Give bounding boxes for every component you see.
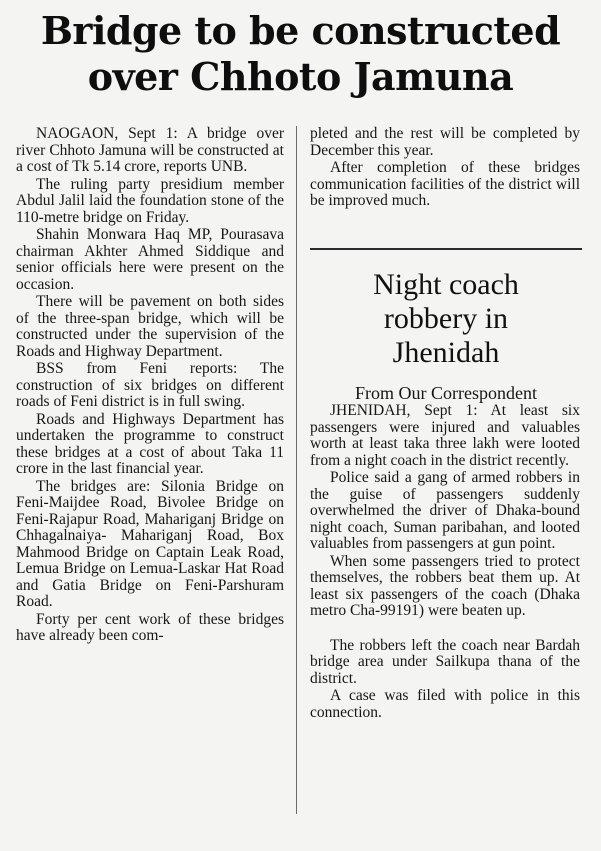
article-paragraph: JHENIDAH, Sept 1: At least six passengers were injured and valuables worth at least taka three lakh were looted from a night coach in the district recently. [310, 402, 580, 469]
article-paragraph: Shahin Monwara Haq MP, Pourasava chairman Akhter Ahmed Siddique and senior officials here were present on the occasion. [16, 226, 284, 293]
bridge-article-column-left [16, 126, 284, 645]
headline-line: robbery in [383, 302, 509, 335]
article-paragraph: The robbers left the coach near Bardah bridge area under Sailkupa thana of the district. [310, 636, 580, 687]
article-paragraph: Roads and Highways Department has undertaken the programme to construct these bridges at a cost of about Taka 11 crore in the last financial year. [16, 410, 284, 477]
article-paragraph: pleted and the rest will be completed by December this year. [310, 125, 580, 159]
headline-line: over Chhoto Jamuna [87, 54, 514, 99]
headline-line: Jhenidah [392, 336, 500, 369]
byline: From Our Correspondent [355, 383, 537, 403]
headline-robbery-article [310, 268, 582, 370]
article-paragraph: The ruling party presidium member Abdul Jalil laid the foundation stone of the 110-metre bridge on Friday. [16, 175, 284, 226]
robbery-article-column [310, 403, 580, 721]
headline-bridge-article [0, 8, 601, 100]
headline-line: Night coach [373, 268, 519, 301]
article-paragraph: There will be pavement on both sides of the three-span bridge, which will be constructed under the supervision of the Roads and Highway Department. [16, 293, 284, 360]
article-separator-rule [310, 248, 582, 250]
article-paragraph: Police said a gang of armed robbers in the guise of passengers suddenly overwhelmed the driver of Dhaka-bound night coach, Suman paribahan, and looted valuables from passengers at gun point. [310, 469, 580, 552]
article-paragraph: NAOGAON, Sept 1: A bridge over river Chhoto Jamuna will be constructed at a cost of Tk 5.14 crore, reports UNB. [16, 125, 284, 175]
article-paragraph: The bridges are: Silonia Bridge on Feni-Maijdee Road, Bivolee Bridge on Feni-Rajapur Road, Mahariganj Bridge on Chhagalnaiya- Mahariganj Road, Box Mahmood Bridge on Captain Leak Road, Lemua Bridge on Lemua-Laskar Hat Road and Gatia Bridge on Feni-Parshuram Road. [16, 477, 284, 610]
article-paragraph: Forty per cent work of these bridges have already been com- [16, 610, 284, 644]
article-paragraph: When some passengers tried to protect themselves, the robbers beat them up. At least six passengers of the coach (Dhaka metro Cha-99191) were beaten up. [310, 552, 580, 619]
article-paragraph: BSS from Feni reports: The construction of six bridges on different roads of Feni district is in full swing. [16, 360, 284, 410]
headline-line: Bridge to be constructed [40, 8, 561, 53]
article-paragraph: After completion of these bridges communication facilities of the district will be improved much. [310, 159, 580, 209]
bridge-article-column-continued [310, 126, 580, 210]
column-divider [296, 126, 297, 814]
article-paragraph: A case was filed with police in this connection. [310, 687, 580, 721]
